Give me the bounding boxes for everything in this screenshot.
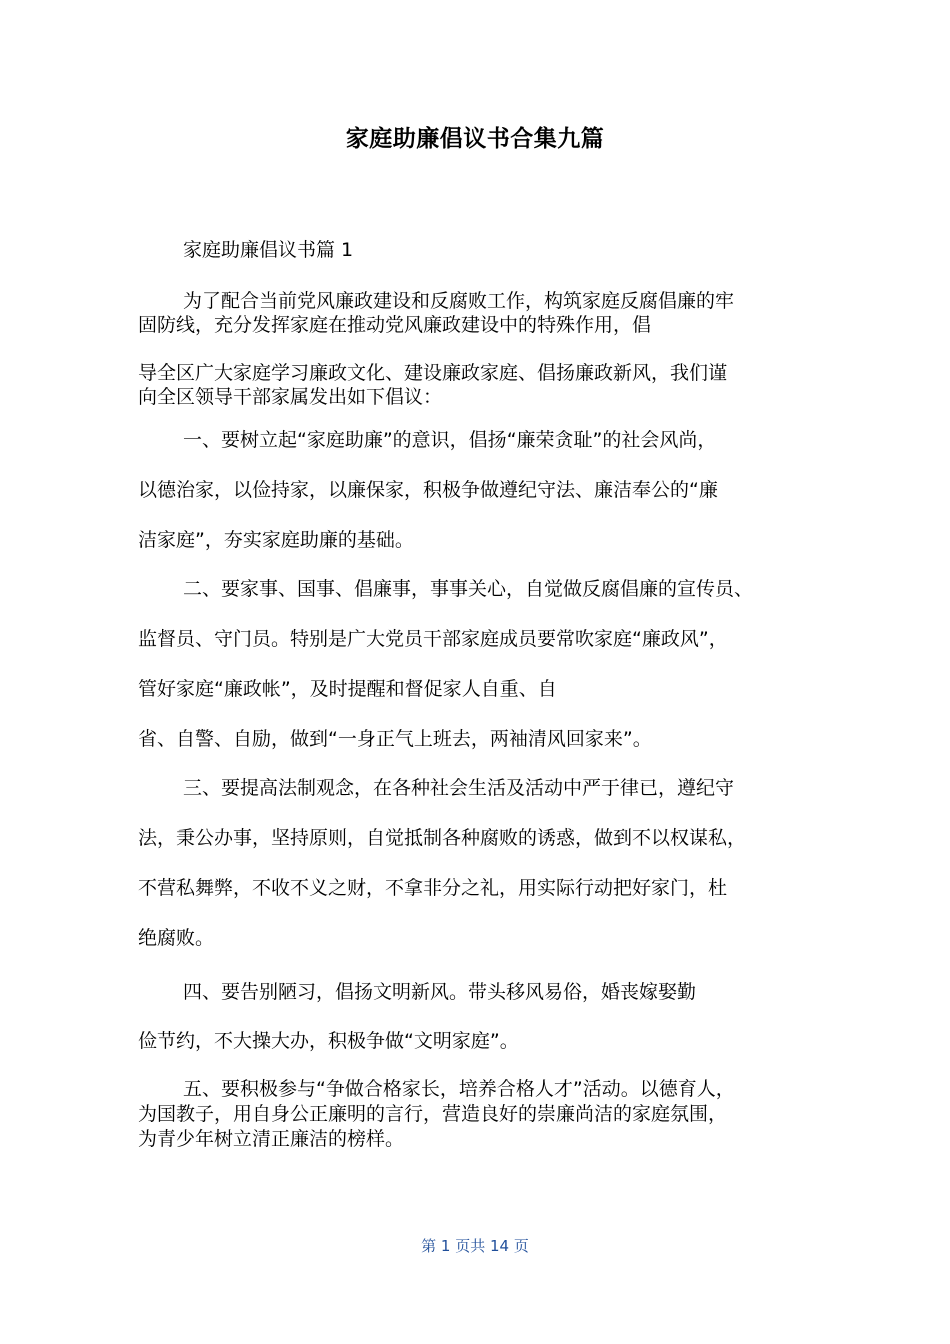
paragraph-line: 绝腐败。 — [138, 927, 215, 949]
paragraph-line: 向全区领导干部家属发出如下倡议： — [138, 386, 443, 408]
paragraph-line: 为了配合当前党风廉政建设和反腐败工作，构筑家庭反腐倡廉的牢 — [183, 290, 735, 312]
paragraph-line: 以德治家，以俭持家，以廉保家，积极争做遵纪守法、廉洁奉公的“廉 — [138, 479, 718, 501]
paragraph-line: 俭节约，不大操大办，积极争做“文明家庭”。 — [138, 1030, 519, 1052]
paragraph-line: 为国教子，用自身公正廉明的言行，营造良好的崇廉尚洁的家庭氛围， — [138, 1103, 728, 1125]
paragraph-line: 四、要告别陋习，倡扬文明新风。带头移风易俗，婚丧嫁娶勤 — [183, 981, 697, 1003]
paragraph-line: 导全区广大家庭学习廉政文化、建设廉政家庭、倡扬廉政新风，我们谨 — [138, 362, 728, 384]
paragraph-line: 监督员、守门员。特别是广大党员干部家庭成员要常吹家庭“廉政风”， — [138, 628, 728, 650]
paragraph-line: 五、要积极参与“争做合格家长，培养合格人才”活动。以德育人， — [183, 1078, 735, 1100]
paragraph-line: 一、要树立起“家庭助廉”的意识，倡扬“廉荣贪耻”的社会风尚， — [183, 429, 717, 451]
paragraph-line: 洁家庭”，夯实家庭助廉的基础。 — [138, 529, 414, 551]
paragraph-line: 三、要提高法制观念，在各种社会生活及活动中严于律已，遵纪守 — [183, 777, 735, 799]
paragraph-line: 为青少年树立清正廉洁的榜样。 — [138, 1128, 405, 1150]
paragraph-line: 省、自警、自励，做到“一身正气上班去，两袖清风回家来”。 — [138, 728, 652, 750]
section-heading: 家庭助廉倡议书篇 1 — [183, 239, 354, 261]
page-indicator: 第 1 页共 14 页 — [421, 1237, 529, 1255]
paragraph-line: 法，秉公办事，坚持原则，自觉抵制各种腐败的诱惑，做到不以权谋私， — [138, 827, 747, 849]
paragraph-line: 管好家庭“廉政帐”，及时提醒和督促家人自重、自 — [138, 678, 557, 700]
paragraph-line: 二、要家事、国事、倡廉事，事事关心，自觉做反腐倡廉的宣传员、 — [183, 578, 754, 600]
paragraph-line: 固防线，充分发挥家庭在推动党风廉政建设中的特殊作用，倡 — [138, 314, 652, 336]
paragraph-line: 不营私舞弊，不收不义之财，不拿非分之礼，用实际行动把好家门，杜 — [138, 877, 728, 899]
document-title: 家庭助廉倡议书合集九篇 — [345, 126, 605, 152]
